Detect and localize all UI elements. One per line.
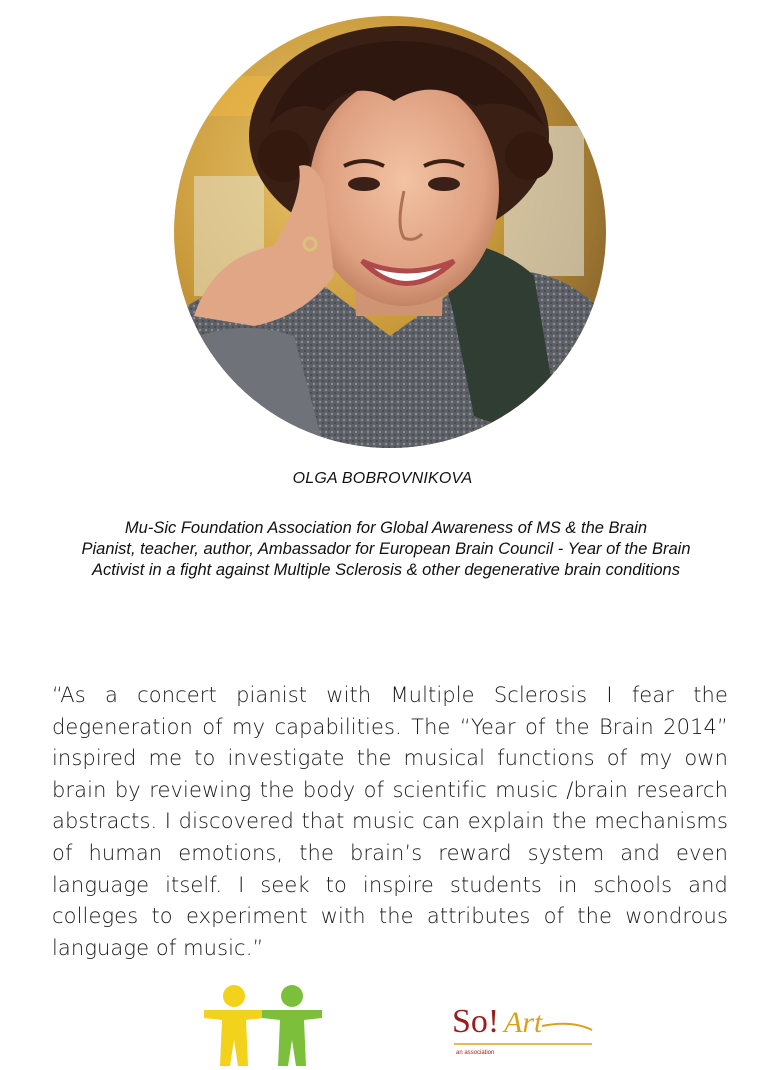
soart-wordmark-so: So! xyxy=(452,1003,500,1040)
person-roles xyxy=(60,518,712,581)
portrait-photo xyxy=(174,16,606,448)
person-name: OLGA BOBROVNIKOVA xyxy=(292,470,473,487)
soart-wordmark-art: Art xyxy=(504,1006,543,1039)
role-line-pianist: Pianist, teacher, author, Ambassador for European Brain Council - Year of the Brain xyxy=(81,540,691,558)
people-figures-logo xyxy=(200,984,330,1066)
yellow-figure-icon xyxy=(204,985,264,1066)
role-line-activist: Activist in a fight against Multiple Sclerosis & other degenerative brain conditions xyxy=(92,561,680,579)
soart-tagline: an association xyxy=(456,1050,495,1056)
portrait-illustration xyxy=(174,16,606,448)
soart-logo xyxy=(452,996,602,1060)
role-line-foundation: Mu-Sic Foundation Association for Global Awareness of MS & the Brain xyxy=(124,519,648,537)
quote-text: “As a concert pianist with Multiple Sclerosis I fear the degeneration of my capabilities. The “Year of the Brain 2014” inspired me to investigate the musical functions of my own brain by reviewing the body of scientific music /brain research abstracts. I discovered that music can explain the mechanisms of human emotions, the brain’s reward system and even language itself. I seek to inspire students in schools and colleges to experiment with the attributes of the wondrous language of music.” xyxy=(52,683,728,960)
green-figure-icon xyxy=(262,985,322,1066)
